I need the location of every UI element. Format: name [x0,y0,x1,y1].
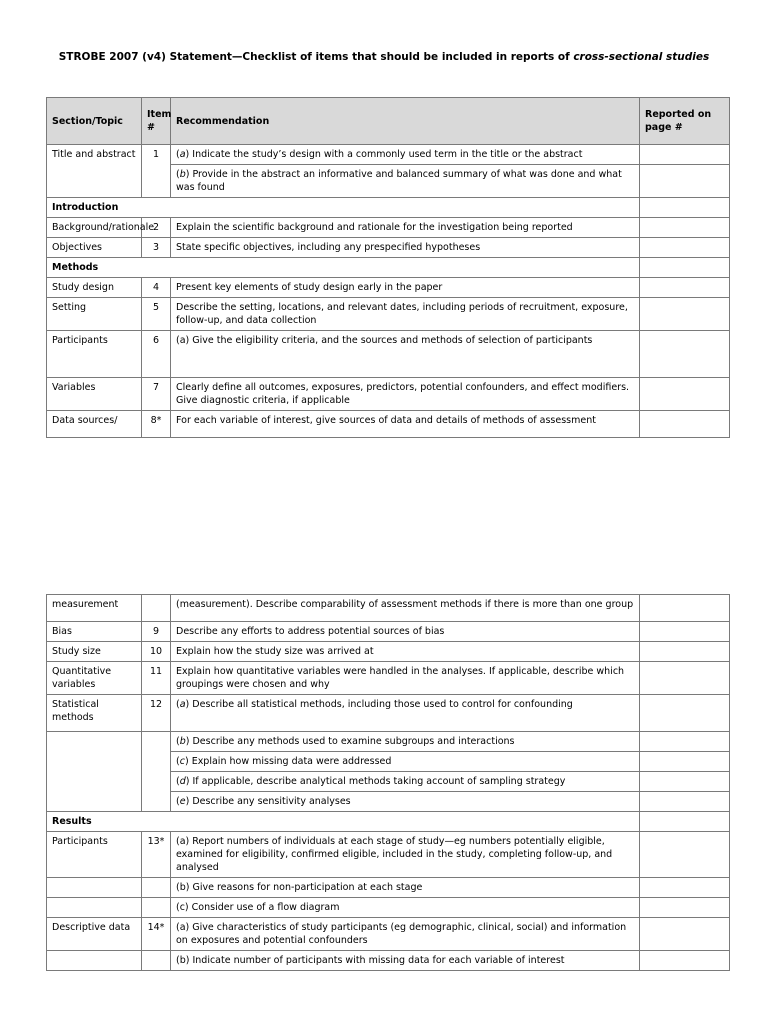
item-number-cell: 10 [142,642,171,662]
item-number-cell: 3 [142,238,171,258]
topic-cell [47,898,142,918]
topic-cell: Background/rationale [47,218,142,238]
table-row [47,145,730,165]
topic-cell [47,732,142,812]
page-number-cell[interactable] [640,238,730,258]
table-row [47,732,730,752]
section-row [47,198,730,218]
table-row [47,622,730,642]
table-row [47,898,730,918]
recommendation-cell: State specific objectives, including any prespecified hypotheses [171,238,640,258]
checklist-table-part-2 [46,594,730,971]
page-number-cell[interactable] [640,595,730,622]
page-number-cell[interactable] [640,898,730,918]
topic-cell: Setting [47,298,142,331]
page-number-cell[interactable] [640,258,730,278]
page-number-cell[interactable] [640,812,730,832]
page-number-cell[interactable] [640,918,730,951]
item-number-cell [142,951,171,971]
recommendation-cell: (b) Indicate number of participants with missing data for each variable of interest [171,951,640,971]
page-number-cell[interactable] [640,878,730,898]
recommendation-cell: (a) Report numbers of individuals at each stage of study—eg numbers potentially eligible, examined for eligibility, confirmed eligible, included in the study, completing follow-up, and analysed [171,832,640,878]
item-number-cell [142,595,171,622]
title-text: STROBE 2007 (v4) Statement—Checklist of items that should be included in reports of [58,51,574,63]
table-row [47,238,730,258]
item-letter: a [179,699,186,710]
item-letter: b [179,736,186,747]
item-letter: b [179,169,186,180]
table-row [47,331,730,378]
recommendation-cell: (measurement). Describe comparability of assessment methods if there is more than one group [171,595,640,622]
recommendation-cell: (b) Give reasons for non-participation at each stage [171,878,640,898]
recommendation-cell: (d) If applicable, describe analytical methods taking account of sampling strategy [171,772,640,792]
topic-cell: Study design [47,278,142,298]
recommendation-cell: Explain how quantitative variables were handled in the analyses. If applicable, describe which groupings were chosen and why [171,662,640,695]
section-heading: Introduction [47,198,640,218]
table-row [47,218,730,238]
item-number-cell: 5 [142,298,171,331]
item-number-cell: 4 [142,278,171,298]
recommendation-text: If applicable, describe analytical methods taking account of sampling strategy [192,776,566,787]
recommendation-cell: (a) Describe all statistical methods, including those used to control for confounding [171,695,640,732]
header-recommendation: Recommendation [171,98,640,145]
topic-cell: Participants [47,331,142,378]
recommendation-cell: (a) Give the eligibility criteria, and the sources and methods of selection of participants [171,331,640,378]
header-reported-on-page: Reported on page # [640,98,730,145]
page-number-cell[interactable] [640,662,730,695]
recommendation-cell: (e) Describe any sensitivity analyses [171,792,640,812]
item-number-cell: 12 [142,695,171,732]
topic-cell [47,878,142,898]
page-number-cell[interactable] [640,278,730,298]
table-row [47,832,730,878]
item-number-cell: 2 [142,218,171,238]
item-letter: c [179,756,185,767]
item-number-cell: 1 [142,145,171,198]
table-row [47,662,730,695]
recommendation-cell: (b) Provide in the abstract an informative and balanced summary of what was done and what was found [171,165,640,198]
page-number-cell[interactable] [640,218,730,238]
page-number-cell[interactable] [640,752,730,772]
table-row [47,918,730,951]
topic-cell: Data sources/ [47,411,142,438]
recommendation-text: Provide in the abstract an informative and balanced summary of what was done and what was found [176,169,622,193]
recommendation-cell: Explain the scientific background and rationale for the investigation being reported [171,218,640,238]
recommendation-text: Explain how missing data were addressed [191,756,392,767]
page-number-cell[interactable] [640,378,730,411]
recommendation-cell: (a) Give characteristics of study participants (eg demographic, clinical, social) and information on exposures and potential confounders [171,918,640,951]
topic-cell: Study size [47,642,142,662]
item-number-cell: 13* [142,832,171,878]
table-row [47,298,730,331]
item-letter: d [179,776,186,787]
page-number-cell[interactable] [640,951,730,971]
header-item-number: Item # [142,98,171,145]
page-number-cell[interactable] [640,695,730,732]
section-row [47,812,730,832]
item-number-cell: 9 [142,622,171,642]
topic-cell [47,951,142,971]
recommendation-text: Describe any sensitivity analyses [192,796,351,807]
item-letter: e [179,796,186,807]
page-number-cell[interactable] [640,792,730,812]
page-number-cell[interactable] [640,165,730,198]
page-number-cell[interactable] [640,832,730,878]
table-row [47,642,730,662]
table-row [47,278,730,298]
page-number-cell[interactable] [640,145,730,165]
table-row [47,378,730,411]
title-emphasis: cross-sectional studies [573,51,710,63]
recommendation-cell: Clearly define all outcomes, exposures, predictors, potential confounders, and effect modifiers. Give diagnostic criteria, if applicable [171,378,640,411]
recommendation-cell: For each variable of interest, give sources of data and details of methods of assessment [171,411,640,438]
topic-cell: Bias [47,622,142,642]
topic-cell: Variables [47,378,142,411]
recommendation-text: Describe any methods used to examine subgroups and interactions [192,736,515,747]
document-title [0,51,768,64]
page-number-cell[interactable] [640,642,730,662]
table-header-row [47,98,730,145]
recommendation-cell: (a) Indicate the study’s design with a commonly used term in the title or the abstract [171,145,640,165]
recommendation-text: Describe all statistical methods, including those used to control for confounding [192,699,573,710]
topic-cell: Participants [47,832,142,878]
recommendation-cell: (c) Explain how missing data were addressed [171,752,640,772]
section-heading: Methods [47,258,640,278]
item-number-cell: 7 [142,378,171,411]
recommendation-cell: Describe the setting, locations, and relevant dates, including periods of recruitment, exposure, follow-up, and data collection [171,298,640,331]
item-letter: a [179,149,186,160]
item-number-cell: 11 [142,662,171,695]
topic-cell: Descriptive data [47,918,142,951]
checklist-table-part-1 [46,97,730,438]
table-row [47,951,730,971]
page-number-cell[interactable] [640,298,730,331]
topic-cell: Title and abstract [47,145,142,198]
page-number-cell[interactable] [640,411,730,438]
recommendation-cell: Describe any efforts to address potential sources of bias [171,622,640,642]
recommendation-cell: Explain how the study size was arrived at [171,642,640,662]
item-number-cell: 14* [142,918,171,951]
recommendation-text: Indicate the study’s design with a commonly used term in the title or the abstract [192,149,583,160]
item-number-cell [142,732,171,812]
section-heading: Results [47,812,640,832]
page-number-cell[interactable] [640,622,730,642]
recommendation-cell: (c) Consider use of a flow diagram [171,898,640,918]
topic-cell: Objectives [47,238,142,258]
recommendation-cell: (b) Describe any methods used to examine subgroups and interactions [171,732,640,752]
topic-cell: measurement [47,595,142,622]
header-section-topic: Section/Topic [47,98,142,145]
table-row [47,695,730,732]
table-row [47,411,730,438]
page-number-cell[interactable] [640,331,730,378]
item-number-cell [142,878,171,898]
recommendation-cell: Present key elements of study design early in the paper [171,278,640,298]
topic-cell: Quantitative variables [47,662,142,695]
section-row [47,258,730,278]
table-row [47,878,730,898]
page-number-cell[interactable] [640,732,730,752]
page-number-cell[interactable] [640,198,730,218]
page-number-cell[interactable] [640,772,730,792]
topic-cell: Statistical methods [47,695,142,732]
item-number-cell: 8* [142,411,171,438]
item-number-cell: 6 [142,331,171,378]
item-number-cell [142,898,171,918]
table-row [47,595,730,622]
